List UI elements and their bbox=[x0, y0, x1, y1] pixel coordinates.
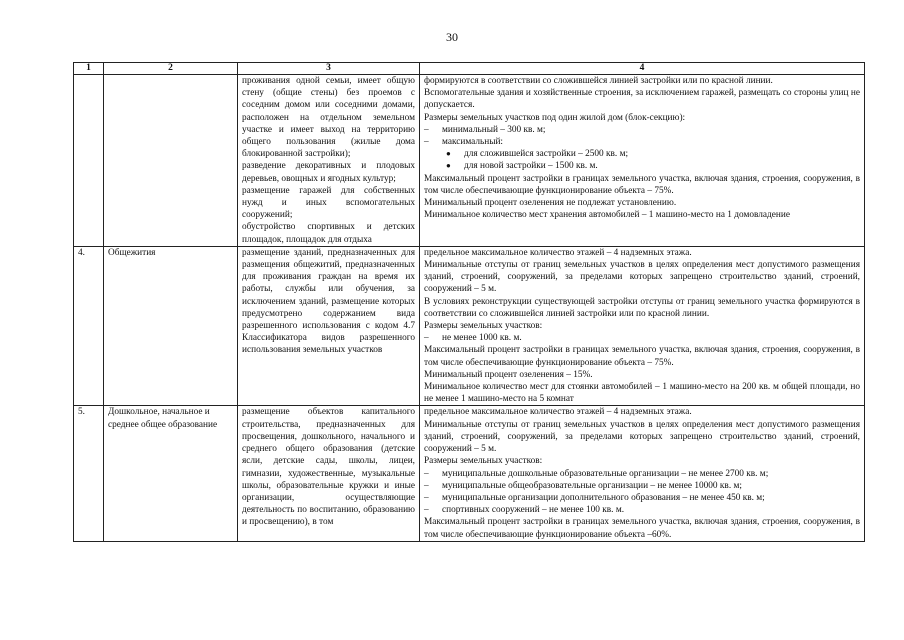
parameter-paragraph bbox=[424, 381, 860, 405]
parameter-text: Размеры земельных участков: bbox=[424, 456, 543, 467]
bullet-list-item bbox=[424, 148, 860, 160]
header-col-2: 2 bbox=[104, 63, 238, 75]
use-type-name: Дошкольное, начальное и среднее общее образование bbox=[104, 406, 238, 541]
dash-list-item bbox=[424, 136, 860, 148]
parameter-paragraph bbox=[424, 455, 860, 467]
parameter-paragraph bbox=[424, 197, 860, 209]
parameter-paragraph bbox=[424, 516, 860, 540]
dash-list-item bbox=[424, 124, 860, 136]
use-type-name: Общежития bbox=[104, 246, 238, 406]
dash-marker: – bbox=[424, 505, 429, 516]
parameter-paragraph bbox=[424, 75, 860, 87]
parameter-text: В условиях реконструкции существующей застройки отступы от границ земельного участка формируются в соответствии со сложившейся линией застройки или по красной линии. bbox=[424, 296, 860, 319]
description-paragraph: обустройство спортивных и детских площадок, площадок для отдыха bbox=[242, 222, 415, 245]
parameter-text: формируются в соответствии со сложившейся линией застройки или по красной линии. bbox=[424, 76, 773, 86]
description-paragraph: размещение зданий, предназначенных для размещения общежитий, предназначенных для проживания граждан на время их работы, службы или обучения, за исключением зданий, размещение которых предусмотрено содержанием вида разрешенного использования с кодом 4.7 Классификатора видов разрешенного использования земельных участков bbox=[242, 247, 415, 356]
parameter-text: предельное максимальное количество этажей – 4 надземных этажа. bbox=[424, 407, 692, 418]
dash-list-item bbox=[424, 504, 860, 516]
parameter-paragraph bbox=[424, 209, 860, 221]
parameter-text: Минимальное количество мест для стоянки автомобилей – 1 машино-место на 200 кв. м общей площади, но не менее 1 машино-место на 5 комнат bbox=[424, 382, 860, 405]
parameter-text: Максимальный процент застройки в границах земельного участка, включая здания, строения, сооружения, в том числе обеспечивающие функционирование объекта –60%. bbox=[424, 517, 860, 540]
parameter-text: Минимальные отступы от границ земельных участков в целях определения мест допустимого размещения зданий, строений, сооружений, за пределами которых запрещено строительство зданий, строений, сооружений – 5 м. bbox=[424, 260, 860, 295]
parameter-text: минимальный – 300 кв. м; bbox=[442, 124, 546, 135]
description-paragraph: размещение гаражей для собственных нужд и иных вспомогательных сооружений; bbox=[242, 185, 415, 221]
parameter-text: спортивных сооружений – не менее 100 кв. м. bbox=[442, 505, 625, 516]
use-type-parameters bbox=[420, 75, 865, 247]
dash-marker: – bbox=[424, 480, 429, 491]
dash-marker: – bbox=[424, 333, 429, 344]
use-type-parameters bbox=[420, 246, 865, 406]
parameter-paragraph bbox=[424, 369, 860, 381]
table-row bbox=[74, 75, 865, 247]
use-type-parameters bbox=[420, 406, 865, 541]
dash-marker: – bbox=[424, 492, 429, 503]
description-paragraph: разведение декоративных и плодовых деревьев, овощных и ягодных культур; bbox=[242, 161, 415, 184]
parameter-text: для сложившейся застройки – 2500 кв. м; bbox=[464, 149, 629, 160]
parameter-text: не менее 1000 кв. м. bbox=[442, 333, 522, 344]
dash-marker: – bbox=[424, 468, 429, 479]
parameter-paragraph bbox=[424, 320, 860, 332]
parameter-text: Минимальный процент озеленения – 15%. bbox=[424, 369, 593, 380]
dash-marker: – bbox=[424, 124, 429, 135]
parameter-text: Минимальное количество мест хранения автомобилей – 1 машино-место на 1 домовладение bbox=[424, 210, 790, 221]
bullet-marker-icon: ● bbox=[446, 149, 451, 159]
parameter-text: Размеры земельных участков под один жилой дом (блок-секцию): bbox=[424, 112, 686, 123]
parameter-paragraph bbox=[424, 112, 860, 124]
parameter-text: Минимальные отступы от границ земельных участков в целях определения мест допустимого размещения зданий, строений, сооружений, за пределами которых запрещено строительство зданий, строений, сооружений – 5 м. bbox=[424, 419, 860, 455]
parameter-paragraph bbox=[424, 406, 860, 418]
parameter-text: для новой застройки – 1500 кв. м. bbox=[464, 161, 598, 172]
parameter-paragraph bbox=[424, 247, 860, 259]
bullet-marker-icon: ● bbox=[446, 161, 451, 171]
parameter-paragraph bbox=[424, 87, 860, 111]
parameter-text: Максимальный процент застройки в границах земельного участка, включая здания, строения, сооружения, в том числе обеспечивающие функционирование объекта – 75%. bbox=[424, 173, 860, 196]
parameter-text: Минимальный процент озеленения не подлежат установлению. bbox=[424, 198, 677, 209]
use-type-name bbox=[104, 75, 238, 247]
parameter-text: максимальный: bbox=[442, 137, 504, 148]
dash-list-item bbox=[424, 480, 860, 492]
parameter-paragraph bbox=[424, 419, 860, 456]
description-paragraph: размещение объектов капитального строительства, предназначенных для просвещения, дошкольного, начального и среднего общего образования (детские ясли, детские сады, школы, лицеи, гимназии, художественные, музыкальные школы, образовательные кружки и иные организации, осуществляющие деятельность по воспитанию, образованию и просвещению), в том bbox=[242, 407, 415, 528]
row-number: 4. bbox=[74, 246, 104, 406]
header-col-1: 1 bbox=[74, 63, 104, 75]
table-body bbox=[74, 75, 865, 542]
parameter-text: муниципальные организации дополнительного образования – не менее 450 кв. м; bbox=[442, 492, 765, 503]
parameter-text: Размеры земельных участков: bbox=[424, 321, 543, 332]
header-col-4: 4 bbox=[420, 63, 865, 75]
table-row bbox=[74, 246, 865, 406]
dash-list-item bbox=[424, 332, 860, 344]
parameter-text: муниципальные дошкольные образовательные организации – не менее 2700 кв. м; bbox=[442, 468, 769, 479]
parameter-text: Вспомогательные здания и хозяйственные строения, за исключением гаражей, размещать со стороны улиц не допускается. bbox=[424, 88, 860, 111]
use-type-description bbox=[238, 246, 420, 406]
parameter-text: предельное максимальное количество этажей – 4 надземных этажа. bbox=[424, 247, 692, 258]
use-type-description bbox=[238, 406, 420, 541]
parameter-paragraph bbox=[424, 344, 860, 368]
bullet-list-item bbox=[424, 160, 860, 172]
table-row bbox=[74, 406, 865, 541]
row-number: 5. bbox=[74, 406, 104, 541]
use-type-description bbox=[238, 75, 420, 247]
parameter-paragraph bbox=[424, 296, 860, 320]
dash-list-item bbox=[424, 468, 860, 480]
header-col-3: 3 bbox=[238, 63, 420, 75]
row-number bbox=[74, 75, 104, 247]
parameter-paragraph bbox=[424, 173, 860, 197]
dash-marker: – bbox=[424, 137, 429, 148]
page-number: 30 bbox=[446, 30, 458, 44]
header-row bbox=[74, 63, 865, 75]
parameter-text: муниципальные общеобразовательные организации – не менее 10000 кв. м; bbox=[442, 480, 742, 491]
parameter-paragraph bbox=[424, 259, 860, 296]
dash-list-item bbox=[424, 492, 860, 504]
zoning-regulations-table bbox=[73, 62, 865, 542]
parameter-text: Максимальный процент застройки в границах земельного участка, включая здания, строения, сооружения, в том числе обеспечивающие функционирование объекта – 75%. bbox=[424, 345, 860, 368]
description-paragraph: проживания одной семьи, имеет общую стену (общие стены) без проемов с соседним домом или соседними домами, расположен на отдельном земельном участке и имеет выход на территорию общего пользования (жилые дома блокированной застройки); bbox=[242, 76, 415, 160]
